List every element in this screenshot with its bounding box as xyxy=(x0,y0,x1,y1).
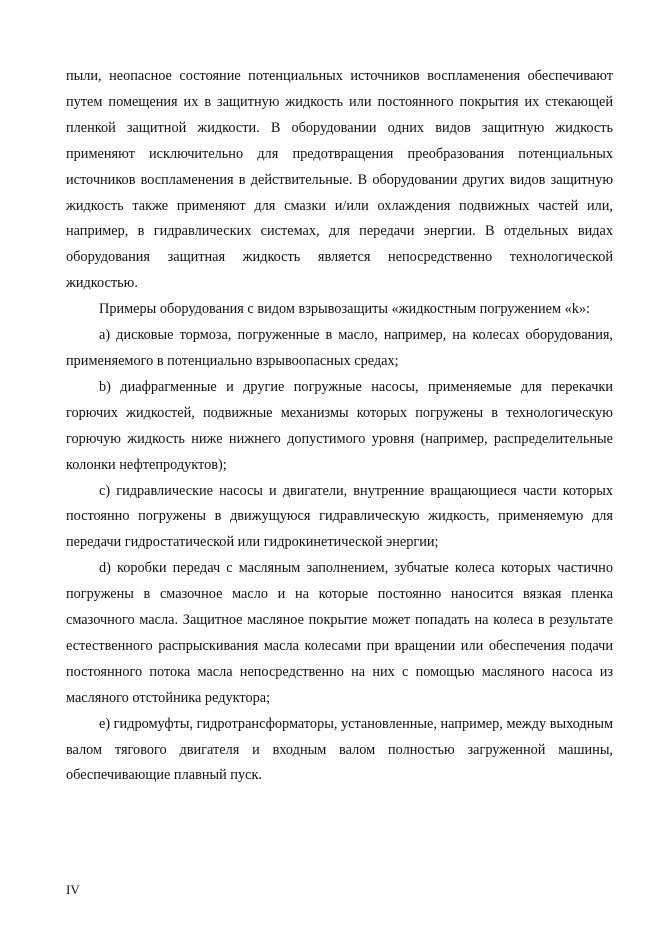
list-item-b: b) диафрагменные и другие погружные насосы, применяемые для перекачки горючих жидкостей, подвижные механизмы которых погружены в технологическую горючую жидкость ниже нижнего допустимого уровня (например, распределительные колонки нефтепродуктов); xyxy=(66,378,613,473)
list-item-c: c) гидравлические насосы и двигатели, внутренние вращающиеся части которых постоянно погружены в движущуюся гидравлическую жидкость, применяемую для передачи гидростатической или гидрокинетической энергии; xyxy=(66,482,613,551)
list-item-a: а) дисковые тормоза, погруженные в масло, например, на колесах оборудования, применяемого в потенциально взрывоопасных средах; xyxy=(66,327,613,369)
body-text xyxy=(66,64,613,789)
paragraph-continuation: пыли, неопасное состояние потенциальных источников воспламенения обеспечивают путем помещения их в защитную жидкость или постоянного покрытия их стекающей пленкой защитной жидкости. В оборудовании одних видов защитную жидкость применяют исключительно для предотвращения преобразования потенциальных источников воспламенения в действительные. В оборудовании других видов защитную жидкость также применяют для смазки и/или охлаждения подвижных частей или, например, в гидравлических системах, для передачи энергии. В отдельных видах оборудования защитная жидкость является непосредственно технологической жидкостью. xyxy=(66,68,613,292)
page-number: IV xyxy=(66,882,80,897)
list-item-e: е) гидромуфты, гидротрансформаторы, установленные, например, между выходным валом тягового двигателя и входным валом полностью загруженной машины, обеспечивающие плавный пуск. xyxy=(66,715,613,784)
paragraph-examples-intro: Примеры оборудования с видом взрывозащиты «жидкостным погружением «k»: xyxy=(99,301,590,318)
list-item-d: d) коробки передач с масляным заполнением, зубчатые колеса которых частично погружены в смазочное масло и на которые постоянно наносится вязкая пленка смазочного масла. Защитное масляное покрытие может попадать на колеса в результате естественного распрыскивания масла колесами при вращении или обеспечения подачи постоянного потока масла непосредственно на них с помощью масляного насоса из масляного отстойника редуктора; xyxy=(66,560,613,706)
